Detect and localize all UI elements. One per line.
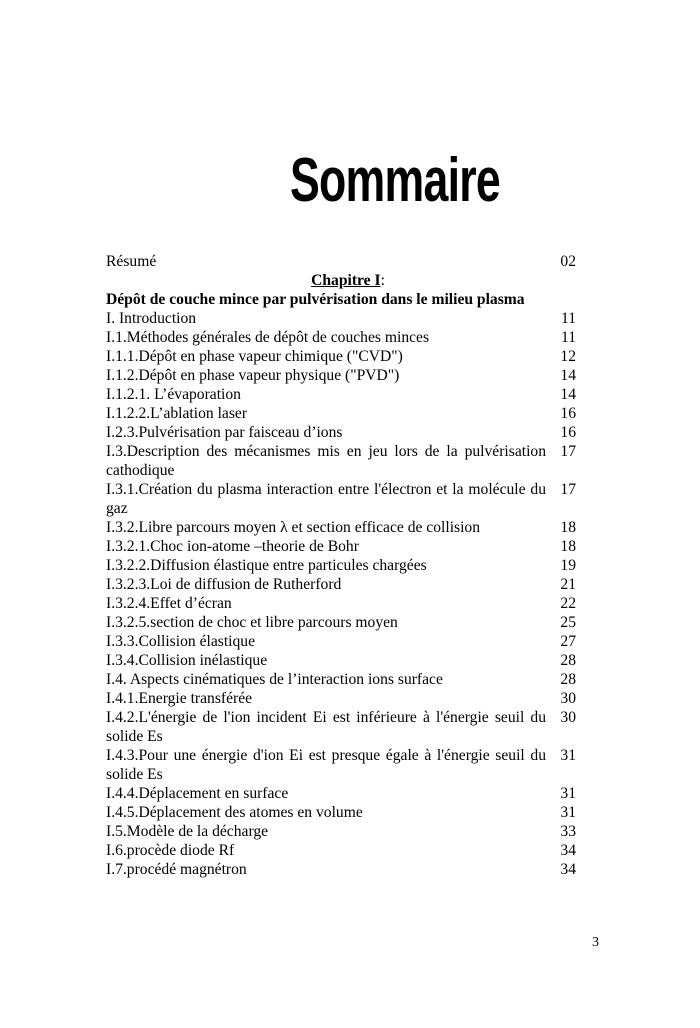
toc-label: I.3.2.1.Choc ion-atome –theorie de Bohr xyxy=(106,538,359,555)
toc-page: 28 xyxy=(560,671,576,688)
toc-label: Résumé xyxy=(106,253,157,270)
chapter-colon: : xyxy=(380,272,385,289)
toc-row xyxy=(106,480,576,518)
toc-label: I. Introduction xyxy=(106,310,197,327)
toc-label: I.2.3.Pulvérisation par faisceau d’ions xyxy=(106,424,343,441)
toc-row-summary xyxy=(106,252,576,271)
toc-row xyxy=(106,423,576,442)
toc-row xyxy=(106,822,576,841)
toc-label: I.3.2.5.section de choc et libre parcours moyen xyxy=(106,614,398,631)
toc-row xyxy=(106,841,576,860)
toc-label: I.4.4.Déplacement en surface xyxy=(106,785,289,802)
toc-row xyxy=(106,689,576,708)
document-title: Sommaire xyxy=(289,146,501,215)
toc-label: I.4.5.Déplacement des atomes en volume xyxy=(106,804,363,821)
toc-page: 19 xyxy=(560,557,576,574)
toc-page: 16 xyxy=(560,424,576,441)
toc-row xyxy=(106,518,576,537)
toc-row xyxy=(106,537,576,556)
toc-page: 31 xyxy=(560,747,576,764)
toc-label: I.3.3.Collision élastique xyxy=(106,633,255,650)
toc-label: I.3.2.2.Diffusion élastique entre particules chargées xyxy=(106,557,427,574)
toc-row xyxy=(106,442,576,480)
toc-label: I.5.Modèle de la décharge xyxy=(106,823,269,840)
toc-row xyxy=(106,632,576,651)
toc-label: I.3.1.Création du plasma interaction entre l'électron et la molécule du gaz xyxy=(106,481,546,517)
toc-page: 11 xyxy=(560,310,576,327)
toc-row xyxy=(106,404,576,423)
toc-row xyxy=(106,556,576,575)
toc-row xyxy=(106,347,576,366)
toc-page: 27 xyxy=(560,633,576,650)
toc-row xyxy=(106,784,576,803)
toc-page: 18 xyxy=(560,519,576,536)
toc-label: I.3.2.4.Effet d’écran xyxy=(106,595,232,612)
toc-page: 17 xyxy=(560,443,576,460)
toc-row xyxy=(106,708,576,746)
toc-label: I.4. Aspects cinématiques de l’interaction ions surface xyxy=(106,671,443,688)
toc-label: I.3.Description des mécanismes mis en jeu lors de la pulvérisation cathodique xyxy=(106,443,546,479)
toc-page: 21 xyxy=(560,576,576,593)
toc-label: I.7.procédé magnétron xyxy=(106,861,247,878)
toc-page: 12 xyxy=(560,348,576,365)
toc-row xyxy=(106,328,576,347)
toc-page: 33 xyxy=(560,823,576,840)
toc-row xyxy=(106,385,576,404)
toc-page: 14 xyxy=(560,367,576,384)
page-number: 3 xyxy=(592,935,599,950)
toc-page: 30 xyxy=(560,709,576,726)
toc-label: I.3.2.3.Loi de diffusion de Rutherford xyxy=(106,576,342,593)
toc-row xyxy=(106,746,576,784)
toc-page: 31 xyxy=(560,785,576,802)
toc-label: I.6.procède diode Rf xyxy=(106,842,235,859)
toc-row xyxy=(106,366,576,385)
toc-label: I.1.2.2.L’ablation laser xyxy=(106,405,248,422)
toc-page: 28 xyxy=(560,652,576,669)
toc-label: I.4.3.Pour une énergie d'ion Ei est presque égale à l'énergie seuil du solide Es xyxy=(106,747,546,783)
toc-page: 17 xyxy=(560,481,576,498)
toc-row xyxy=(106,803,576,822)
toc-label: I.3.4.Collision inélastique xyxy=(106,652,268,669)
toc-label: I.1.1.Dépôt en phase vapeur chimique ("CVD") xyxy=(106,348,403,365)
toc-page: 02 xyxy=(560,253,576,270)
toc-label: I.1.2.Dépôt en phase vapeur physique ("PVD") xyxy=(106,367,400,384)
toc-page: 16 xyxy=(560,405,576,422)
toc-page: 18 xyxy=(560,538,576,555)
toc-label: I.4.2.L'énergie de l'ion incident Ei est inférieure à l'énergie seuil du solide Es xyxy=(106,709,546,745)
chapter-heading xyxy=(106,271,576,290)
toc-page: 25 xyxy=(560,614,576,631)
chapter-label: Chapitre I xyxy=(311,272,381,289)
toc-label: I.1.Méthodes générales de dépôt de couches minces xyxy=(106,329,430,346)
toc-row xyxy=(106,594,576,613)
toc-row xyxy=(106,670,576,689)
toc-page: 34 xyxy=(560,842,576,859)
toc-row xyxy=(106,860,576,879)
toc-row xyxy=(106,651,576,670)
toc-page: 30 xyxy=(560,690,576,707)
toc-row xyxy=(106,309,576,328)
toc-label: I.3.2.Libre parcours moyen λ et section efficace de collision xyxy=(106,519,481,536)
toc-page: 31 xyxy=(560,804,576,821)
toc-page: 11 xyxy=(560,329,576,346)
chapter-title: Dépôt de couche mince par pulvérisation dans le milieu plasma xyxy=(106,291,525,308)
toc-row xyxy=(106,575,576,594)
toc-row xyxy=(106,613,576,632)
toc-page: 22 xyxy=(560,595,576,612)
toc-page: 14 xyxy=(560,386,576,403)
toc-label: I.4.1.Energie transférée xyxy=(106,690,253,707)
toc-entries xyxy=(106,309,576,879)
toc-page: 34 xyxy=(560,861,576,878)
toc-label: I.1.2.1. L’évaporation xyxy=(106,386,241,403)
table-of-contents xyxy=(106,252,576,879)
